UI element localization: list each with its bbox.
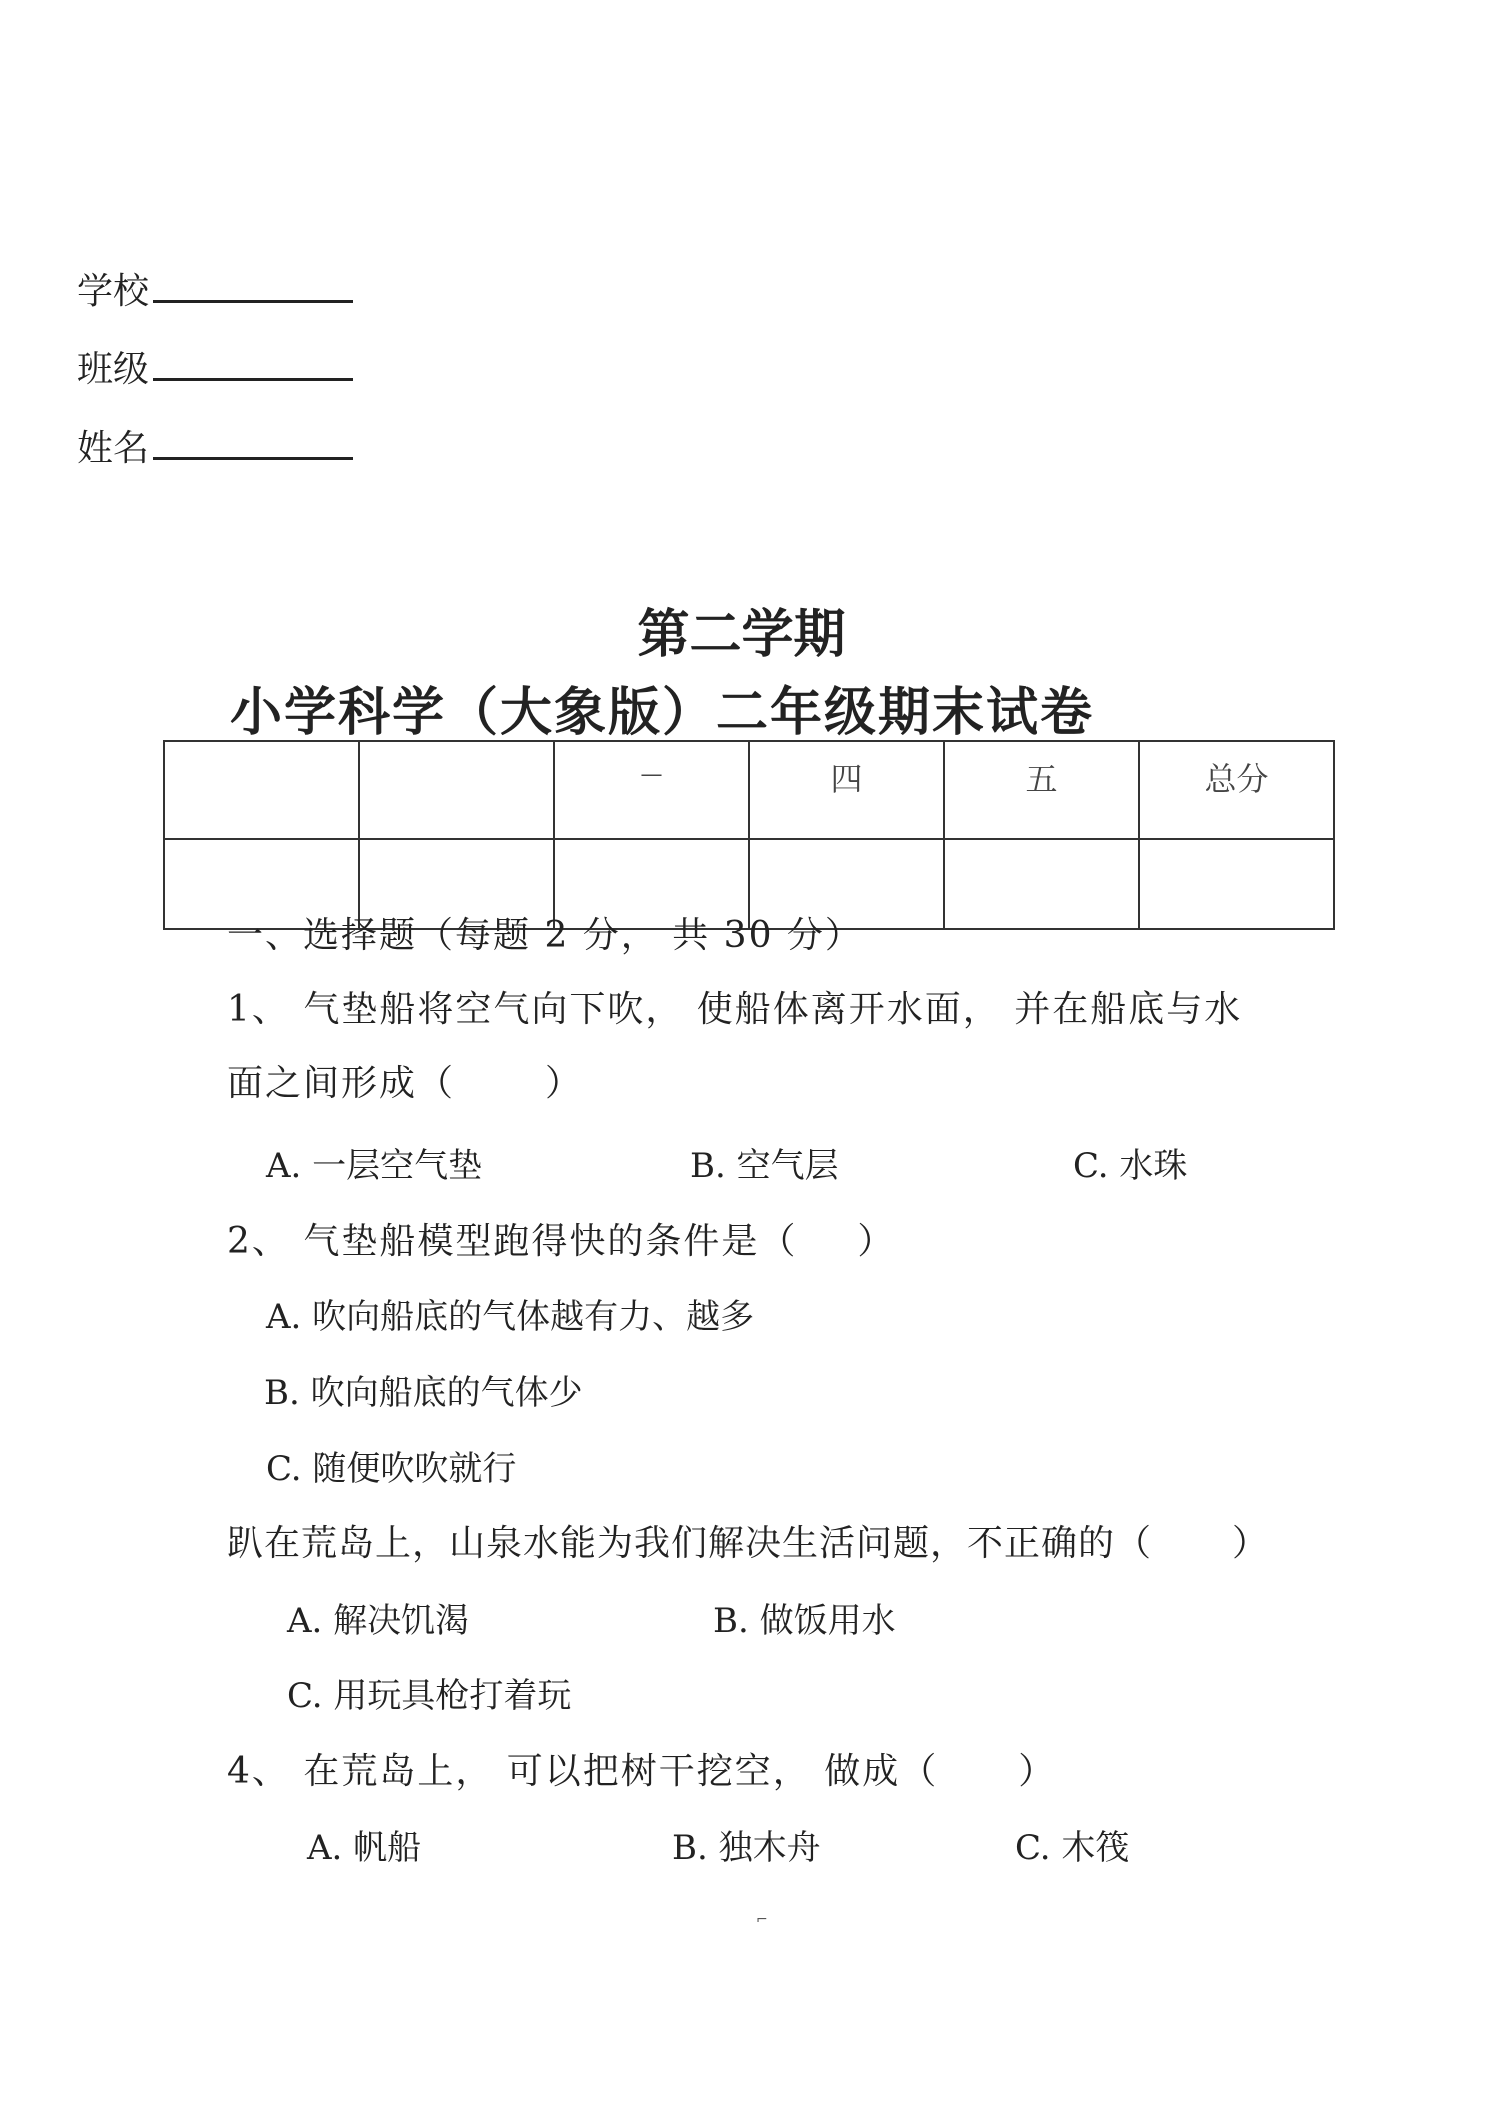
q4-option-b: B. 独木舟 bbox=[672, 1828, 821, 1868]
title-line1: 第二学期 bbox=[637, 604, 846, 665]
q1-option-c: C. 水珠 bbox=[1073, 1146, 1188, 1186]
q3-text bbox=[227, 1524, 1269, 1564]
score-header-cell: 五 bbox=[944, 741, 1139, 839]
q3-text-end: ） bbox=[1232, 1523, 1270, 1564]
q3-option-b: B. 做饭用水 bbox=[713, 1601, 896, 1641]
q2-option-c: C. 随便吹吹就行 bbox=[266, 1449, 517, 1489]
score-table bbox=[163, 740, 1335, 930]
school-field bbox=[77, 270, 353, 312]
school-input-line[interactable] bbox=[153, 270, 353, 303]
q4-option-a: A. 帆船 bbox=[307, 1828, 422, 1868]
q4-text-end: ） bbox=[1018, 1751, 1057, 1792]
title-line2: 小学科学（大象版）二年级期末试卷 bbox=[230, 682, 1095, 743]
name-field bbox=[77, 427, 353, 469]
class-label: 班级 bbox=[77, 349, 150, 390]
score-value-cell[interactable] bbox=[944, 839, 1139, 929]
score-header-cell: — bbox=[554, 741, 749, 839]
q2-option-b: B. 吹向船底的气体少 bbox=[264, 1373, 583, 1413]
q1-option-b: B. 空气层 bbox=[690, 1146, 839, 1186]
q1-text-line2-end: ） bbox=[545, 1063, 584, 1104]
q1-text-line2-start: 面之间形成（ bbox=[227, 1063, 456, 1104]
score-header-cell bbox=[164, 741, 359, 839]
footer-mark: ⌐ bbox=[756, 1912, 768, 1928]
q4-text-start: 4、 在荒岛上， 可以把树干挖空， 做成（ bbox=[227, 1751, 939, 1792]
q1-option-a: A. 一层空气垫 bbox=[266, 1146, 483, 1186]
name-label: 姓名 bbox=[77, 428, 150, 469]
class-field bbox=[77, 348, 353, 390]
q3-option-c: C. 用玩具枪打着玩 bbox=[287, 1676, 572, 1716]
section1-heading: 一、选择题（每题 2 分， 共 30 分） bbox=[227, 915, 863, 956]
class-input-line[interactable] bbox=[153, 348, 353, 381]
q4-option-c: C. 木筏 bbox=[1015, 1828, 1130, 1868]
q3-option-a: A. 解决饥渴 bbox=[287, 1601, 470, 1641]
q3-text-start: 趴在荒岛上，山泉水能为我们解决生活问题，不正确的（ bbox=[227, 1523, 1153, 1564]
score-header-cell: 总分 bbox=[1139, 741, 1334, 839]
school-label: 学校 bbox=[77, 271, 150, 312]
score-value-cell[interactable] bbox=[1139, 839, 1334, 929]
q2-option-a: A. 吹向船底的气体越有力、越多 bbox=[266, 1297, 755, 1337]
q2-text-start: 2、 气垫船模型跑得快的条件是（ bbox=[227, 1221, 798, 1262]
score-table-header-row bbox=[164, 741, 1334, 839]
q1-text-line2 bbox=[227, 1064, 583, 1104]
name-input-line[interactable] bbox=[153, 427, 353, 460]
q2-text bbox=[227, 1222, 895, 1262]
q4-text bbox=[227, 1752, 1056, 1792]
score-header-cell bbox=[359, 741, 554, 839]
q1-text-line1: 1、 气垫船将空气向下吹， 使船体离开水面， 并在船底与水 bbox=[227, 989, 1243, 1030]
q2-text-end: ） bbox=[857, 1221, 896, 1262]
score-header-cell: 四 bbox=[749, 741, 944, 839]
